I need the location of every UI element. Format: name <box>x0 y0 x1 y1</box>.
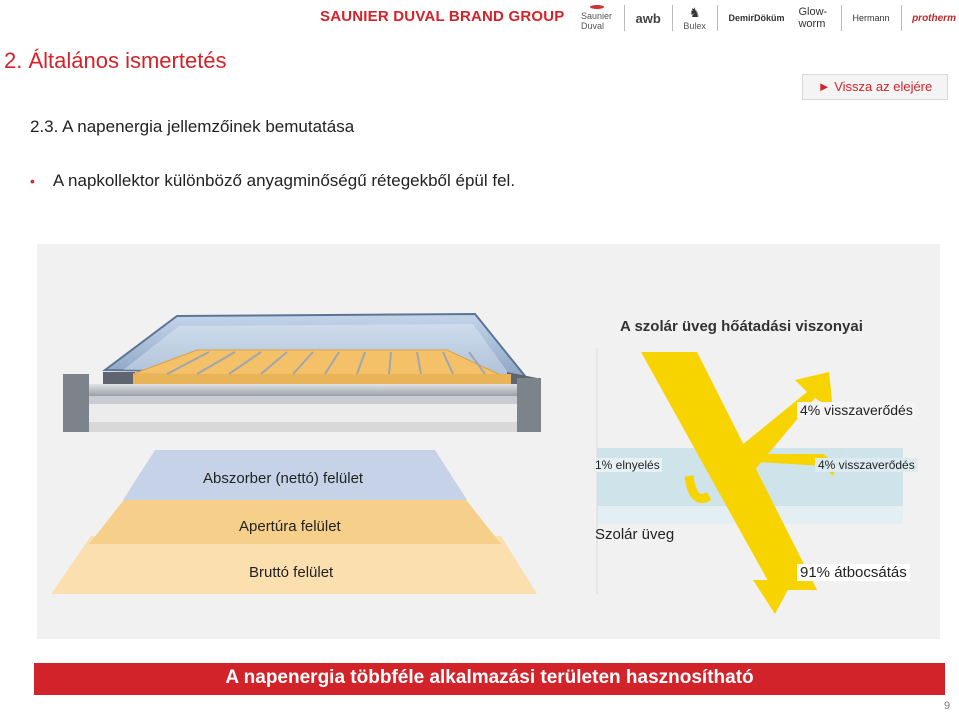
absorber-area-label: Abszorber (nettó) felület <box>203 470 364 487</box>
gross-area-label: Bruttó felület <box>249 564 334 581</box>
saunier-duval-logo: Saunier Duval <box>578 5 616 31</box>
frame-left-wall <box>63 374 89 432</box>
bulex-logo: ♞ Bulex <box>683 5 706 31</box>
solar-collector-figure <box>37 244 940 639</box>
absorber-edge <box>133 374 511 384</box>
aperture-area-label: Apertúra felület <box>239 518 341 535</box>
solar-glass-label: Szolár üveg <box>595 526 675 543</box>
page-number: 9 <box>944 700 951 712</box>
logo-divider <box>717 5 718 31</box>
footer-banner <box>34 663 945 695</box>
bullet-item <box>30 171 515 191</box>
logo-divider <box>841 5 842 31</box>
figure-title: A szolár üveg hőátadási viszonyai <box>620 318 863 335</box>
frame-left-edge <box>103 372 135 386</box>
brand-group-title: SAUNIER DUVAL BRAND GROUP <box>320 8 565 25</box>
section-subtitle: 2.3. A napenergia jellemzőinek bemutatása <box>30 117 355 136</box>
demirdokum-logo: DemirDöküm <box>728 13 785 23</box>
glow-worm-logo: Glow-worm <box>798 6 828 30</box>
collector-frame <box>63 314 541 432</box>
banner-text: A napenergia többféle alkalmazási területen hasznosítható <box>225 667 754 688</box>
frame-rail-mid <box>87 396 537 404</box>
hermann-logo: Hermann <box>852 13 890 23</box>
frame-right-wall <box>517 378 541 432</box>
header-bar <box>0 0 959 36</box>
bullet-icon: • <box>30 173 35 189</box>
bulex-mark-icon: ♞ <box>688 5 701 20</box>
reflection-bottom-label: 4% visszaverődés <box>815 458 918 472</box>
page-title: 2. Általános ismertetés <box>4 48 227 73</box>
transmission-label: 91% átbocsátás <box>797 564 910 581</box>
brand-logos <box>578 4 959 32</box>
logo-divider <box>624 5 625 31</box>
reflection-top-label: 4% visszaverődés <box>797 402 916 418</box>
frame-insulation <box>67 404 537 422</box>
back-to-start-button[interactable]: ► Vissza az elejére <box>802 74 948 100</box>
frame-base <box>63 422 539 432</box>
absorber-plate <box>133 350 507 378</box>
bullet-text: A napkollektor különböző anyagminőségű rétegekből épül fel. <box>52 171 516 190</box>
transmission-arrow-head <box>753 580 793 614</box>
logo-divider <box>901 5 902 31</box>
protherm-logo: protherm <box>912 12 956 24</box>
logo-divider <box>672 5 673 31</box>
awb-logo: awb <box>635 10 661 26</box>
saunier-duval-mark-icon <box>590 5 604 9</box>
frame-rail-top <box>87 384 537 396</box>
absorption-label: 1% elnyelés <box>595 458 660 472</box>
